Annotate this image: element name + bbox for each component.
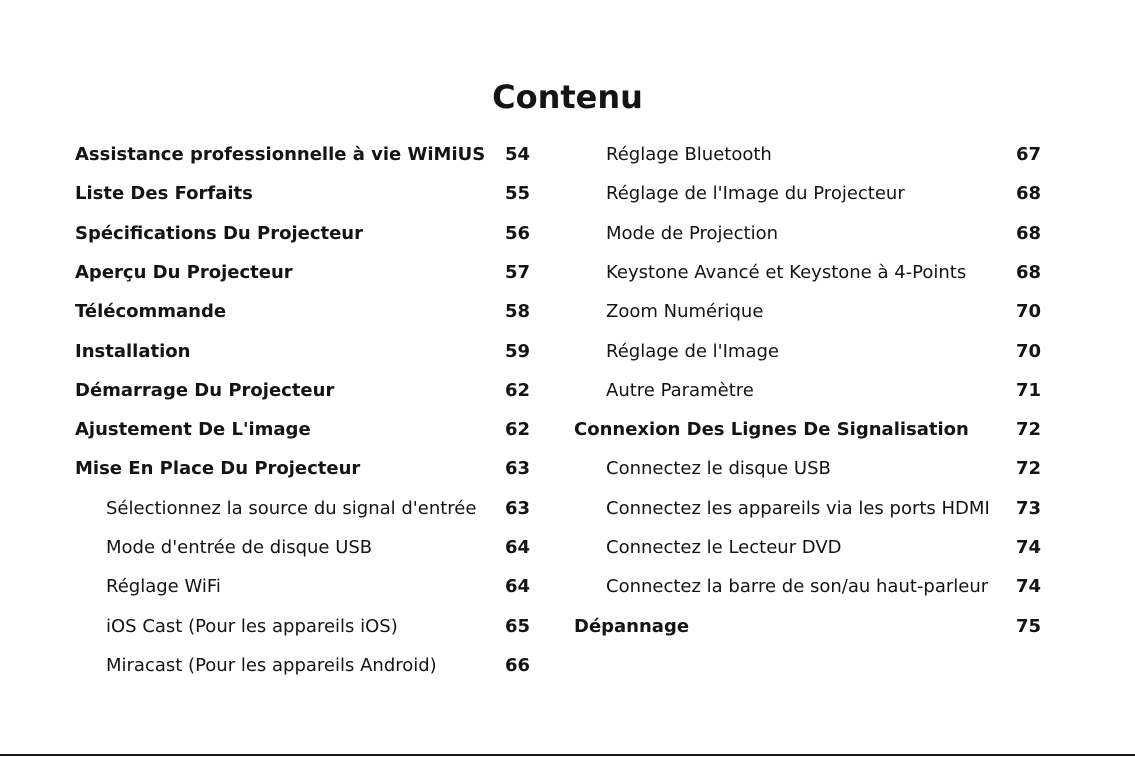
toc-entry [0, 259, 1135, 287]
toc-entry-page-number: 75 [1016, 616, 1042, 637]
toc-entry-label: Ajustement De L'image [75, 419, 311, 440]
toc-entry [0, 416, 1135, 444]
toc-entry-label: Miracast (Pour les appareils Android) [106, 655, 437, 676]
toc-entry [0, 652, 1135, 680]
toc-entry-label: Télécommande [75, 301, 227, 322]
toc-entry-label: Connectez la barre de son/au haut-parleur [606, 576, 989, 597]
toc-entry-page-number: 70 [1016, 301, 1042, 322]
toc-entry-label: Mode de Projection [606, 223, 778, 244]
toc-entry-label: Démarrage Du Projecteur [75, 380, 335, 401]
toc-entry [0, 613, 1135, 641]
toc-entry-label: Réglage WiFi [106, 576, 221, 597]
toc-entry-page-number: 67 [1016, 144, 1042, 165]
toc-entry-page-number: 64 [505, 537, 531, 558]
toc-entry-label: Spécifications Du Projecteur [75, 223, 363, 244]
toc-entry-label: Réglage de l'Image du Projecteur [606, 183, 905, 204]
toc-entry-label: Mode d'entrée de disque USB [106, 537, 373, 558]
toc-entry-label: Liste Des Forfaits [75, 183, 253, 204]
toc-entry-page-number: 70 [1016, 341, 1042, 362]
toc-entry-label: Aperçu Du Projecteur [75, 262, 293, 283]
toc-entry [0, 495, 1135, 523]
toc-entry-label: Dépannage [574, 616, 690, 637]
toc-entry-label: Connectez les appareils via les ports HDMI [606, 498, 990, 519]
toc-entry [0, 338, 1135, 366]
toc-entry-label: Sélectionnez la source du signal d'entrée [106, 498, 477, 519]
toc-entry-page-number: 62 [505, 419, 531, 440]
toc-entry-page-number: 72 [1016, 458, 1042, 479]
toc-entry-page-number: 72 [1016, 419, 1042, 440]
toc-entry-page-number: 63 [505, 458, 531, 479]
toc-entry [0, 298, 1135, 326]
toc-entry [0, 573, 1135, 601]
bottom-divider [0, 754, 1135, 756]
toc-entry-page-number: 74 [1016, 537, 1042, 558]
toc-entry-label: Réglage de l'Image [606, 341, 779, 362]
toc-entry-page-number: 63 [505, 498, 531, 519]
toc-entry-label: Connectez le Lecteur DVD [606, 537, 842, 558]
toc-entry-page-number: 68 [1016, 262, 1042, 283]
toc-entry-label: Assistance professionnelle à vie WiMiUS [75, 144, 486, 165]
toc-entry-label: Zoom Numérique [606, 301, 764, 322]
toc-entry [0, 455, 1135, 483]
toc-entry-page-number: 56 [505, 223, 531, 244]
toc-entry-page-number: 71 [1016, 380, 1042, 401]
page-title: Contenu [492, 78, 643, 116]
toc-entry-label: Connectez le disque USB [606, 458, 831, 479]
toc-entry-page-number: 66 [505, 655, 531, 676]
toc-entry-label: iOS Cast (Pour les appareils iOS) [106, 616, 398, 637]
toc-entry [0, 180, 1135, 208]
toc-entry-page-number: 59 [505, 341, 531, 362]
toc-entry-page-number: 64 [505, 576, 531, 597]
toc-entry-page-number: 58 [505, 301, 531, 322]
toc-entry-page-number: 65 [505, 616, 531, 637]
toc-entry [0, 141, 1135, 169]
toc-entry-page-number: 73 [1016, 498, 1042, 519]
toc-entry [0, 534, 1135, 562]
toc-entry-label: Connexion Des Lignes De Signalisation [574, 419, 969, 440]
toc-entry-page-number: 55 [505, 183, 531, 204]
toc-entry-label: Mise En Place Du Projecteur [75, 458, 361, 479]
toc-entry-page-number: 68 [1016, 223, 1042, 244]
toc-entry-page-number: 62 [505, 380, 531, 401]
toc-entry [0, 377, 1135, 405]
toc-entry [0, 220, 1135, 248]
toc-entry-page-number: 74 [1016, 576, 1042, 597]
toc-entry-label: Keystone Avancé et Keystone à 4-Points [606, 262, 967, 283]
toc-entry-label: Réglage Bluetooth [606, 144, 772, 165]
toc-entry-label: Autre Paramètre [606, 380, 754, 401]
toc-entry-page-number: 68 [1016, 183, 1042, 204]
toc-entry-label: Installation [75, 341, 191, 362]
toc-entry-page-number: 57 [505, 262, 531, 283]
toc-entry-page-number: 54 [505, 144, 531, 165]
